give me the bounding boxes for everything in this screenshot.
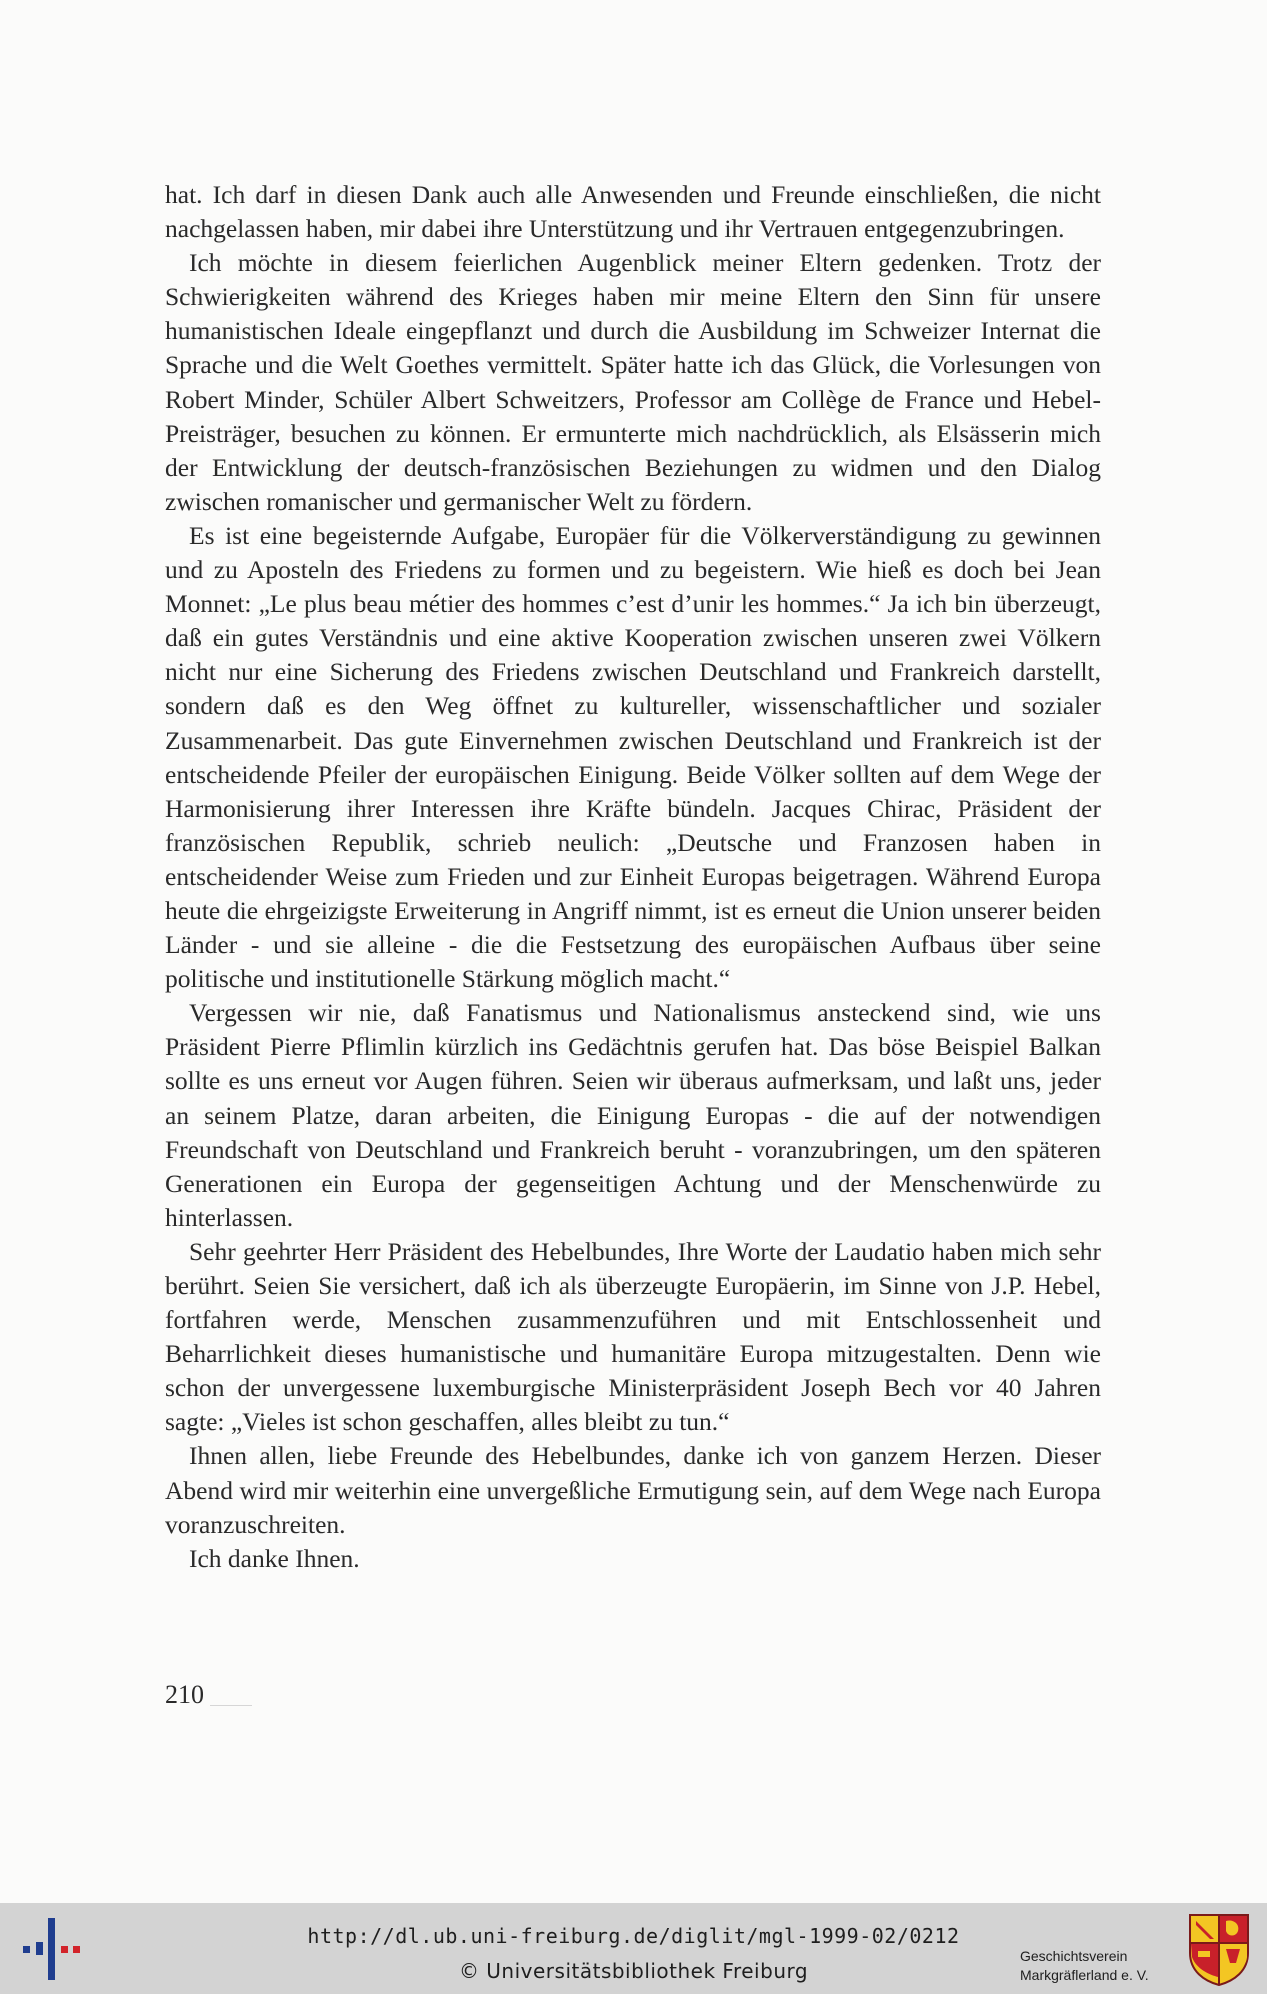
paragraph-7: Ich danke Ihnen. <box>189 1543 360 1573</box>
paragraph-1: hat. Ich darf in diesen Dank auch alle Anwesenden und Freunde einschließen, die nicht nachgelassen haben, mir dabei ihre Unterstützung und ihr Vertrauen entgegenzubringen. <box>165 180 1101 244</box>
footer-url-link[interactable]: http://dl.ub.uni-freiburg.de/diglit/mgl-1999-02/0212 <box>307 1924 960 1948</box>
paragraph-5: Sehr geehrter Herr Präsident des Hebelbundes, Ihre Worte der Laudatio haben mich sehr berührt. Seien Sie versichert, daß ich als überzeugte Europäerin, im Sinne von J.P. Hebel, fortfahren werde, Menschen zusammenzuführen und mit Entschlossenheit und Beharrlichkeit dieses humanistische und humanitäre Europa mitzugestalten. Denn wie schon der unvergessene luxemburgische Ministerpräsident Joseph Bech vor 40 Jahren sagte: „Vieles ist schon geschaffen, alles bleibt zu tun.“ <box>165 1236 1101 1437</box>
society-name-line-1: Geschichtsverein <box>1020 1948 1128 1964</box>
footer-bar <box>0 1903 1267 1994</box>
footer-copyright: © Universitätsbibliothek Freiburg <box>458 1959 809 1983</box>
paragraph-6: Ihnen allen, liebe Freunde des Hebelbundes, danke ich von ganzem Herzen. Dieser Abend wird mir weiterhin eine unvergeßliche Ermutigung sein, auf dem Wege nach Europa voranzuschreiten. <box>165 1441 1101 1539</box>
paragraph-2: Ich möchte in diesem feierlichen Augenblick meiner Eltern gedenken. Trotz der Schwierigkeiten während des Krieges haben mir meine Eltern den Sinn für unsere humanistischen Ideale eingepflanzt und durch die Ausbildung im Schweizer Internat die Sprache und die Welt Goethes vermittelt. Später hatte ich das Glück, die Vorlesungen von Robert Minder, Schüler Albert Schweitzers, Professor am Collège de France und Hebel-Preisträger, besuchen zu können. Er ermunterte mich nachdrücklich, als Elsässerin mich der Entwicklung der deutsch-französischen Beziehungen zu widmen und den Dialog zwischen romanischer und germanischer Welt zu fördern. <box>165 248 1101 516</box>
paragraph-4: Vergessen wir nie, daß Fanatismus und Nationalismus ansteckend sind, wie uns Präsident Pierre Pflimlin kürzlich ins Gedächtnis gerufen hat. Das böse Beispiel Balkan sollte es uns erneut vor Augen führen. Seien wir überaus aufmerksam, und laßt uns, jeder an seinem Platze, daran arbeiten, die Einigung Europas - die auf der notwendigen Freundschaft von Deutschland und Frankreich beruht - voranzubringen, um den späteren Generationen ein Europa der gegenseitigen Achtung und der Menschenwürde zu hinterlassen. <box>165 998 1101 1232</box>
coat-of-arms-icon[interactable] <box>1188 1913 1250 1987</box>
society-name-line-2: Markgräflerland e. V. <box>1020 1967 1149 1983</box>
page-number: 210 <box>165 1680 204 1709</box>
paragraph-3: Es ist eine begeisternde Aufgabe, Europäer für die Völkerverständigung zu gewinnen und zu Aposteln des Friedens zu formen und zu begeistern. Wie hieß es doch bei Jean Monnet: „Le plus beau métier des hommes c’est d’unir les hommes.“ Ja ich bin überzeugt, daß ein gutes Verständnis und eine aktive Kooperation zwischen unseren zwei Völkern nicht nur eine Sicherung des Friedens zwischen Deutschland und Frankreich darstellt, sondern daß es den Weg öffnet zu kultureller, wissenschaftlicher und sozialer Zusammenarbeit. Das gute Einvernehmen zwischen Deutschland und Frankreich ist der entscheidende Pfeiler der europäischen Einigung. Beide Völker sollten auf dem Wege der Harmonisierung ihrer Interessen ihre Kräfte bündeln. Jacques Chirac, Präsident der französischen Republik, schrieb neulich: „Deutsche und Franzosen haben in entscheidender Weise zum Frieden und zur Einheit Europas beigetragen. Während Europa heute die ehrgeizigste Erweiterung in Angriff nimmt, ist es erneut die Union unserer beiden Länder - und sie alleine - die die Festsetzung des europäischen Aufbaus über seine politische und institutionelle Stärkung möglich macht.“ <box>165 520 1101 994</box>
page-number-rule <box>210 1705 252 1706</box>
body-text <box>165 178 1101 1576</box>
society-name <box>1020 1947 1149 1985</box>
